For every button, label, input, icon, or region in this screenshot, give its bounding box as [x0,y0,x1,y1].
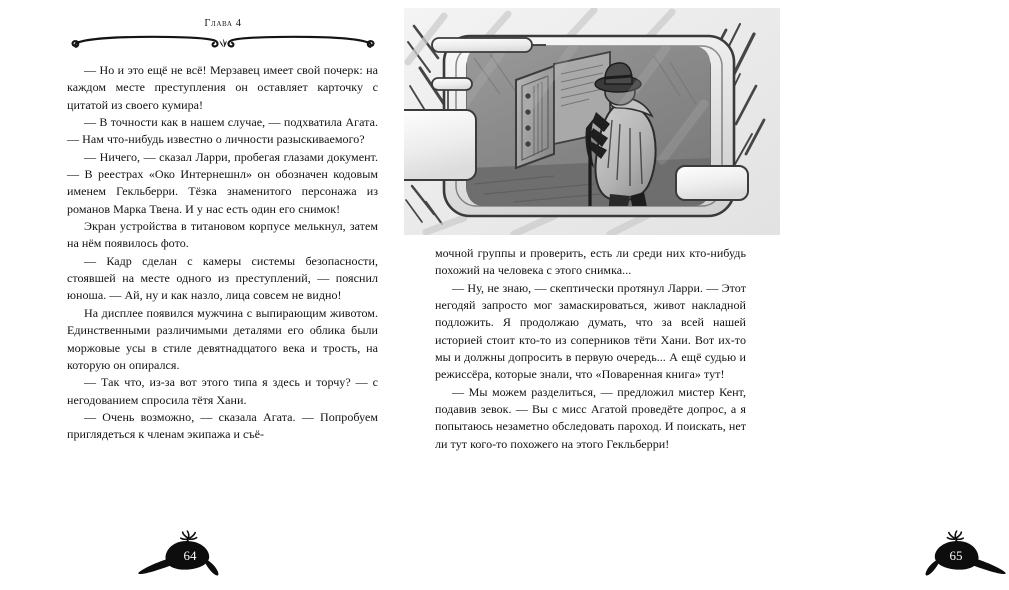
paragraph: — Так что, из-за вот этого типа я здесь и торчу? — с негодованием спросила тётя Хани. [67,375,378,407]
left-page [0,0,394,590]
ui-top-pill [432,38,532,52]
paragraph: — Но и это ещё не всё! Мерзавец имеет свой почерк: на каждом месте преступления он оставляет карточку с цитатой из своего кумира! [67,63,378,112]
paragraph: — Ну, не знаю, — скептически протянул Ларри. — Этот негодяй запросто мог замаскироваться, живот накладной подложить. Я продолжаю думать, что за всей нашей историей стоит кто-то из соперников тёти Хани. Вот их-то мы и должны допросить в первую очередь... А ещё судью и режиссёра, которые знали, что «Поваренная книга» тут! [435,280,746,382]
chapter-heading [68,18,378,59]
folio-left [135,524,245,582]
ui-left-panel [390,110,476,180]
chapter-ornament-icon [68,32,378,54]
chapter-title: Глава 4 [204,18,242,29]
illustration-artwork [404,8,780,235]
right-page-body [435,245,746,453]
ui-bottom-right-panel [676,166,748,200]
paragraph: — Кадр сделан с камеры системы безопасности, стоявшей на месте одного из преступлений, — пояснил юноша. — Ай, ну и как назло, лица совсем не видно! [67,253,378,303]
ornament-leaf-icon [219,39,226,48]
paragraph: На дисплее появился мужчина с выпирающим животом. Единственными различимыми деталями его облика были моржовые усы в стиле девятнадцатого века и трость, на которую он опирался. [67,305,378,372]
right-page [394,0,963,590]
hat-folio-icon [135,524,245,582]
chapter-illustration [404,8,780,235]
paragraph: Экран устройства в титановом корпусе мелькнул, затем на нём появилось фото. [67,219,378,251]
folio-number-left: 64 [183,548,197,563]
hat-knot-icon [947,531,963,539]
hat-folio-icon [899,524,1009,582]
screen-scene [464,46,710,226]
left-page-body [67,62,378,444]
folio-right [899,524,1009,582]
paragraph: — Очень возможно, — сказала Агата. — Попробуем приглядеться к членам экипажа и съё- [67,409,378,442]
paragraph: мочной группы и проверить, есть ли среди них кто-нибудь похожий на человека с этого снимка... [435,246,746,278]
folio-number-right: 65 [949,548,963,563]
paragraph: — В точности как в нашем случае, — подхватила Агата. — Нам что-нибудь известно о личности разыскиваемого? [67,115,378,147]
hat-knot-icon [181,531,197,539]
paragraph: — Ничего, — сказал Ларри, пробегая глазами документ. — В реестрах «Око Интернешнл» он обозначен кодовым именем Гекльберри. Тёзка знаменитого персонажа из романов Марка Твена. И у нас есть один его снимок! [67,149,378,216]
paragraph: — Мы можем разделиться, — предложил мистер Кент, подавив зевок. — Вы с мисс Агатой проведёте допрос, а я попытаюсь незаметно обследовать пароход. И поискать, нет ли тут кого-то похожего на этого Гекльберри! [435,384,746,451]
